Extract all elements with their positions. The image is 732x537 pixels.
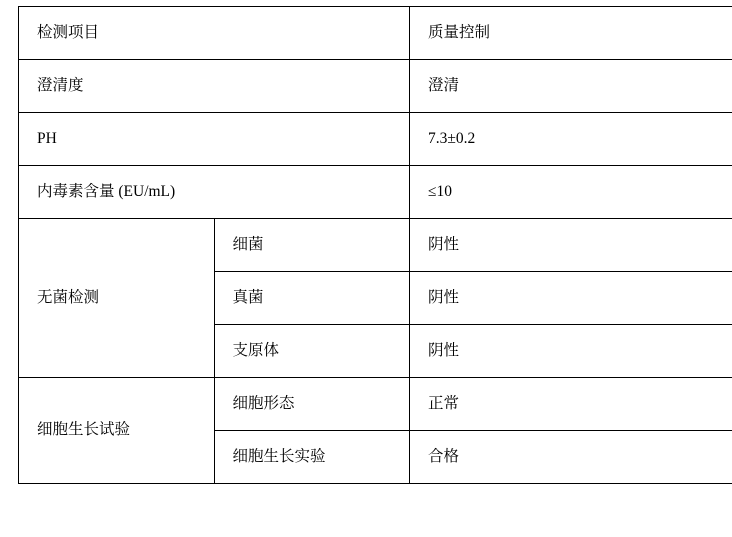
sub-item-cell-morphology: 细胞形态 — [214, 378, 410, 431]
row-item-endotoxin: 内毒素含量 (EU/mL) — [19, 166, 410, 219]
table-body — [19, 7, 732, 484]
sub-item-bacteria: 细菌 — [214, 219, 410, 272]
row-value-clarity: 澄清 — [410, 60, 732, 113]
header-cell-item: 检测项目 — [19, 7, 410, 60]
sub-item-fungus: 真菌 — [214, 272, 410, 325]
header-cell-value: 质量控制 — [410, 7, 732, 60]
group-label-sterility: 无菌检测 — [19, 219, 215, 378]
sub-item-cell-growth-test: 细胞生长实验 — [214, 431, 410, 484]
table-row — [19, 219, 732, 272]
sub-value-mycoplasma: 阴性 — [410, 325, 732, 378]
row-value-ph: 7.3±0.2 — [410, 113, 732, 166]
sub-item-mycoplasma: 支原体 — [214, 325, 410, 378]
row-item-ph: PH — [19, 113, 410, 166]
table-row — [19, 166, 732, 219]
group-label-cell-growth: 细胞生长试验 — [19, 378, 215, 484]
table-header-row — [19, 7, 732, 60]
row-value-endotoxin: ≤10 — [410, 166, 732, 219]
sub-value-cell-morphology: 正常 — [410, 378, 732, 431]
row-item-clarity: 澄清度 — [19, 60, 410, 113]
table-row — [19, 113, 732, 166]
sub-value-cell-growth-test: 合格 — [410, 431, 732, 484]
sub-value-bacteria: 阴性 — [410, 219, 732, 272]
table-row — [19, 378, 732, 431]
quality-control-table — [18, 6, 732, 484]
sub-value-fungus: 阴性 — [410, 272, 732, 325]
table-row — [19, 60, 732, 113]
